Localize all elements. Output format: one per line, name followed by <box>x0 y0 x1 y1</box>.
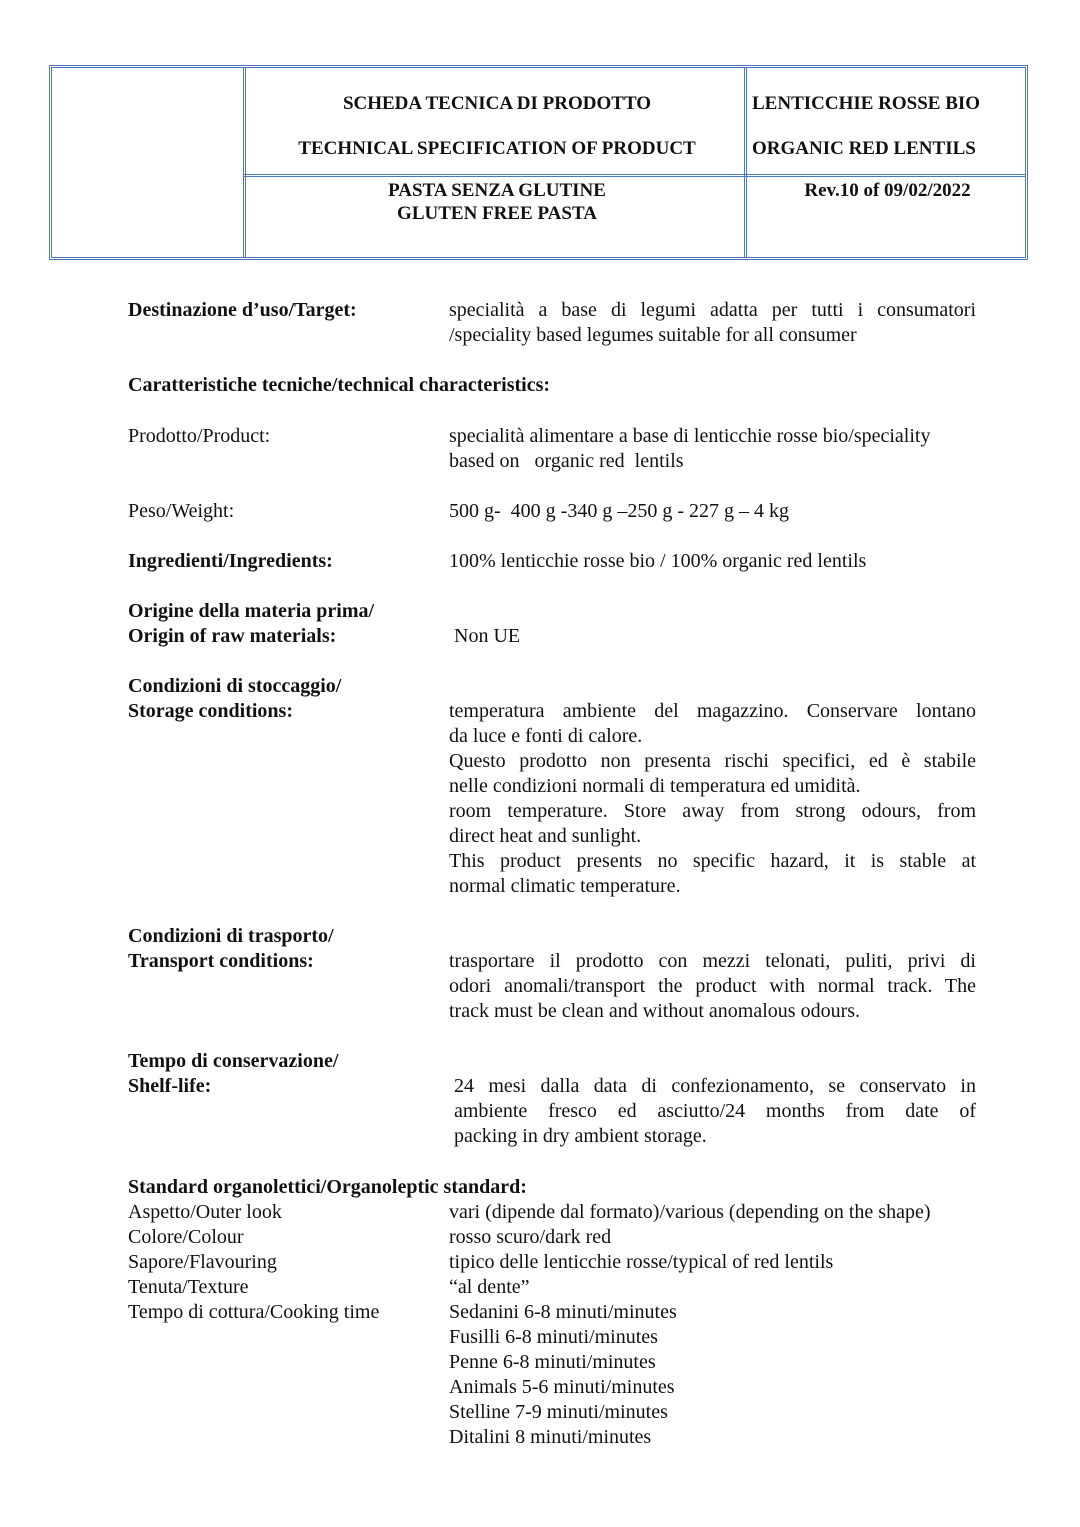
organoleptic-label: Tempo di cottura/Cooking time <box>128 1301 380 1323</box>
organoleptic-value: rosso scuro/dark red <box>449 1226 612 1248</box>
shelf-life-value: 24 mesi dalla data di confezionamento, se conservato in ambiente fresco ed asciutto/24 months from date of packing in dry ambient storage. <box>454 1075 976 1147</box>
product-label: Prodotto/Product: <box>128 425 271 447</box>
target-value: specialità a base di legumi adatta per tutti i consumatori /speciality based legumes suitable for all consumer <box>449 299 976 346</box>
header-product-en: ORGANIC RED LENTILS <box>752 138 976 159</box>
organoleptic-value: vari (dipende dal formato)/various (depending on the shape) <box>449 1201 931 1223</box>
header-table <box>49 65 1028 260</box>
cooking-times: Sedanini 6-8 minuti/minutes Fusilli 6-8 minuti/minutes Penne 6-8 minuti/minutes Animals 5-6 minuti/minutes Stelline 7-9 minuti/minutes Ditalini 8 minuti/minutes <box>449 1301 677 1448</box>
origin-value: Non UE <box>454 625 521 647</box>
storage-value: temperatura ambiente del magazzino. Conservare lontano da luce e fonti di calore. Questo prodotto non presenta rischi specifici, ed è stabile nelle condizioni normali di temperatura ed umidità. room temperature. Store away from strong odours, from direct heat and sunlight. This product presents no specific hazard, it is stable at normal climatic temperature. <box>449 700 976 897</box>
organoleptic-label: Tenuta/Texture <box>128 1276 249 1298</box>
header-title-it: SCHEDA TECNICA DI PRODOTTO <box>342 93 652 114</box>
origin-label: Origine della materia prima/ Origin of raw materials: <box>128 600 375 647</box>
transport-label: Condizioni di trasporto/ Transport conditions: <box>128 925 334 972</box>
header-divider <box>243 68 246 257</box>
header-category-en: GLUTEN FREE PASTA <box>397 203 597 224</box>
header-revision: Rev.10 of 09/02/2022 <box>804 180 971 201</box>
target-label: Destinazione d’uso/Target: <box>128 299 357 321</box>
organoleptic-label: Sapore/Flavouring <box>128 1251 277 1273</box>
organoleptic-heading: Standard organolettici/Organoleptic standard: <box>128 1176 527 1198</box>
header-divider <box>243 174 1025 177</box>
tech-heading: Caratteristiche tecniche/technical characteristics: <box>128 374 551 396</box>
header-title-en: TECHNICAL SPECIFICATION OF PRODUCT <box>298 138 696 159</box>
organoleptic-label: Colore/Colour <box>128 1226 244 1248</box>
organoleptic-value: “al dente” <box>449 1276 530 1298</box>
organoleptic-value: tipico delle lenticchie rosse/typical of red lentils <box>449 1251 834 1273</box>
organoleptic-label: Aspetto/Outer look <box>128 1201 282 1223</box>
weight-value: 500 g- 400 g -340 g –250 g - 227 g – 4 kg <box>449 500 789 522</box>
weight-label: Peso/Weight: <box>128 500 235 522</box>
storage-label: Condizioni di stoccaggio/ Storage conditions: <box>128 675 342 722</box>
product-value: specialità alimentare a base di lenticchie rosse bio/speciality based on organic red lentils <box>449 425 931 472</box>
shelf-life-label: Tempo di conservazione/ Shelf-life: <box>128 1050 339 1097</box>
ingredients-label: Ingredienti/Ingredients: <box>128 550 333 572</box>
transport-value: trasportare il prodotto con mezzi telonati, puliti, privi di odori anomali/transport the product with normal track. The track must be clean and without anomalous odours. <box>449 950 976 1022</box>
ingredients-value: 100% lenticchie rosse bio / 100% organic red lentils <box>449 550 867 572</box>
header-product-it: LENTICCHIE ROSSE BIO <box>752 93 981 114</box>
header-category-it: PASTA SENZA GLUTINE <box>388 180 606 201</box>
